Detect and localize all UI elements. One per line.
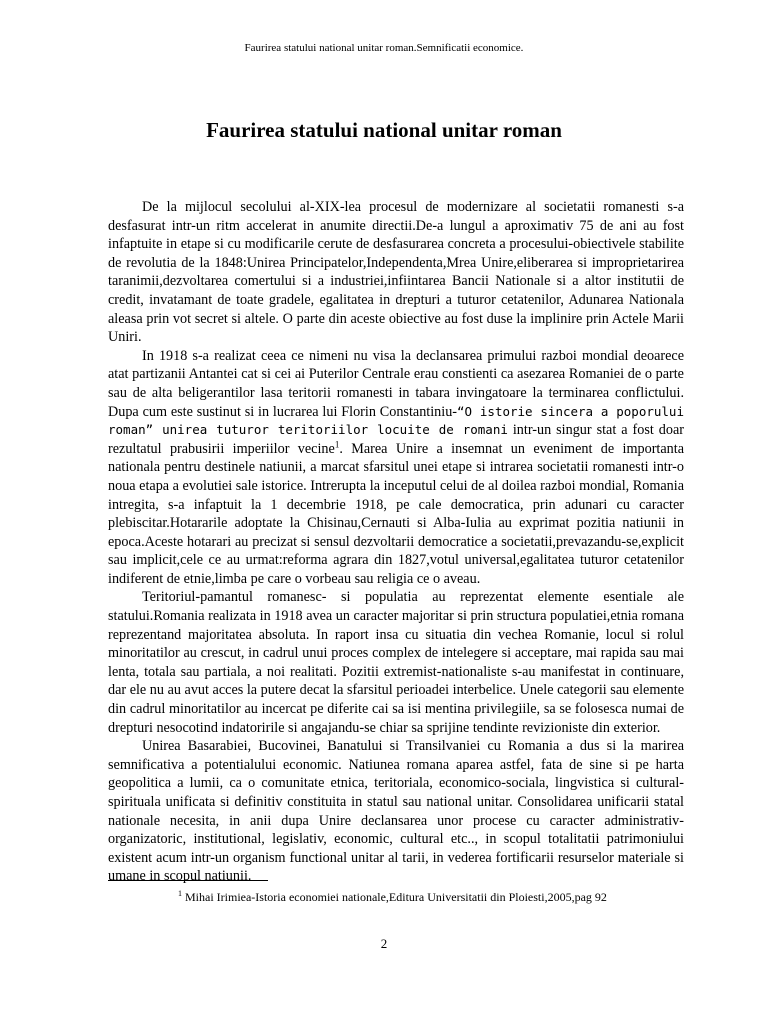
document-body <box>108 198 684 886</box>
paragraph-2-part-c: . Marea Unire a insemnat un eveniment de importanta nationala pentru destinele natiunii, a marcat sfarsitul unei etape si intrarea societatii romanesti intr-o noua etapa a evolutiei sale istorice. Intrerupta la inceputul celui de al doilea razboi mondial, Romania intregita, s-a infaptuit la 1 decembrie 1918, pe cale democratica, prin adunari cu caracter plebiscitar.Hotararile adoptate la Chisinau,Cernauti si Alba-Iulia au exprimat pozitia natiunii in epoca.Aceste hotarari au precizat si sensul dezvoltarii democratice a societatii,prevazandu-se,explicit sau implicit,cele ce au urmat:reforma agrara din 1827,votul universal,egalitatea tuturor cetatenilor indiferent de etnie,limba pe care o vorbeau sau religia ce o aveau. <box>108 440 684 587</box>
page-number: 2 <box>380 936 388 951</box>
book-title-quote: “O istorie sincera a poporului roman” unirea tuturor teritoriilor locuite de romani <box>108 403 684 438</box>
paragraph-2 <box>108 347 684 589</box>
paragraph-2-part-b: intr-un singur stat a fost doar rezultatul prabusirii imperiilor vecine <box>108 422 684 457</box>
footnote-divider <box>108 880 268 881</box>
footnote-text: Mihai Irimiea-Istoria economiei nationale,Editura Universitatii din Ploiesti,2005,pag 92 <box>182 890 607 904</box>
paragraph-4: Unirea Basarabiei, Bucovinei, Banatului si Transilvaniei cu Romania a dus si la marirea semnificativa a potentialului economic. Natiunea romana aparea astfel, fata de sine si pe harta geopolitica a lumii, ca o comunitate etnica, teritoriala, economico-sociala, lingvistica si cultural-spirituala unificata si definitiv constituita in statul sau national unitar. Consolidarea unificarii statal nationale necesita, in anii dupa Unire declansarea unor procese cu caracter administrativ-organizatoric, institutional, legislativ, economic, cultural etc.., in scopul totalitatii patrimoniului existent acum intr-un organism functional unitar al tarii, in vederea fortificarii resurselor materiale si umane in scopul natiunii. <box>108 738 684 885</box>
document-title: Faurirea statului national unitar roman <box>206 118 562 142</box>
footnote-reference: 1 <box>334 438 340 449</box>
paragraph-2-part-a: In 1918 s-a realizat ceea ce nimeni nu visa la declansarea primului razboi mondial deoarece atat partizanii Antantei cat si cei ai Puterilor Centrale erau constienti ca asezarea Romaniei de o parte sau de alta beligerantilor lasa teritorii romanesti in tabara invingatoare la terminarea conflictului. Dupa cum este sustinut si in lucrarea lui Florin Constantiniu- <box>108 347 684 420</box>
paragraph-1: De la mijlocul secolului al-XIX-lea procesul de modernizare al societatii romanesti s-a desfasurat intr-un ritm accelerat in anumite directii.De-a lungul a aproximativ 75 de ani au fost infaptuite in etape si cu modificarile cerute de desfasurarea concreta a procesului-obiectivele stabilite de revolutia de la 1848:Unirea Principatelor,Independenta,Mrea Unire,eliberarea si improprietarirea taranimii,dezvoltarea comertului si a industriei,infiintarea Bancii Nationale si a altor institutii de credit, invatamant de toate gradele, egalitatea in drepturi a tuturor cetatenilor, Adunarea Nationala aleasa prin vot secret si altele. O parte din aceste obiective au fost duse la implinire prin Actele Marii Uniri. <box>108 199 684 346</box>
running-header: Faurirea statului national unitar roman.Semnificatii economice. <box>244 42 524 54</box>
paragraph-3: Teritoriul-pamantul romanesc- si populatia au reprezentat elemente esentiale ale statului.Romania realizata in 1918 avea un caracter majoritar si prin structura populatiei,etnia romana reprezentand majoritatea absoluta. In raport insa cu situatia din vechea Romanie, locul si rolul minoritatilor au crescut, in cadrul unui proces complex de intelegere si acceptare, mai rapida sau mai lenta, totala sau partiala, a noi realitati. Pozitii extremist-nationaliste s-au manifestat in continuare, dar ele nu au avut acces la putere decat la sfarsitul perioadei interbelice. Unele categorii sau elemente din cadrul minoritatilor au incercat pe diferite cai sa isi mentina privilegiile, sa se folosesca numai de drepturi nesocotind indatoririle si angajandu-se chiar sa sprijine tendinte revizioniste din exterior. <box>108 589 684 736</box>
footnote-marker: 1 <box>178 889 182 898</box>
footnote <box>178 890 607 905</box>
